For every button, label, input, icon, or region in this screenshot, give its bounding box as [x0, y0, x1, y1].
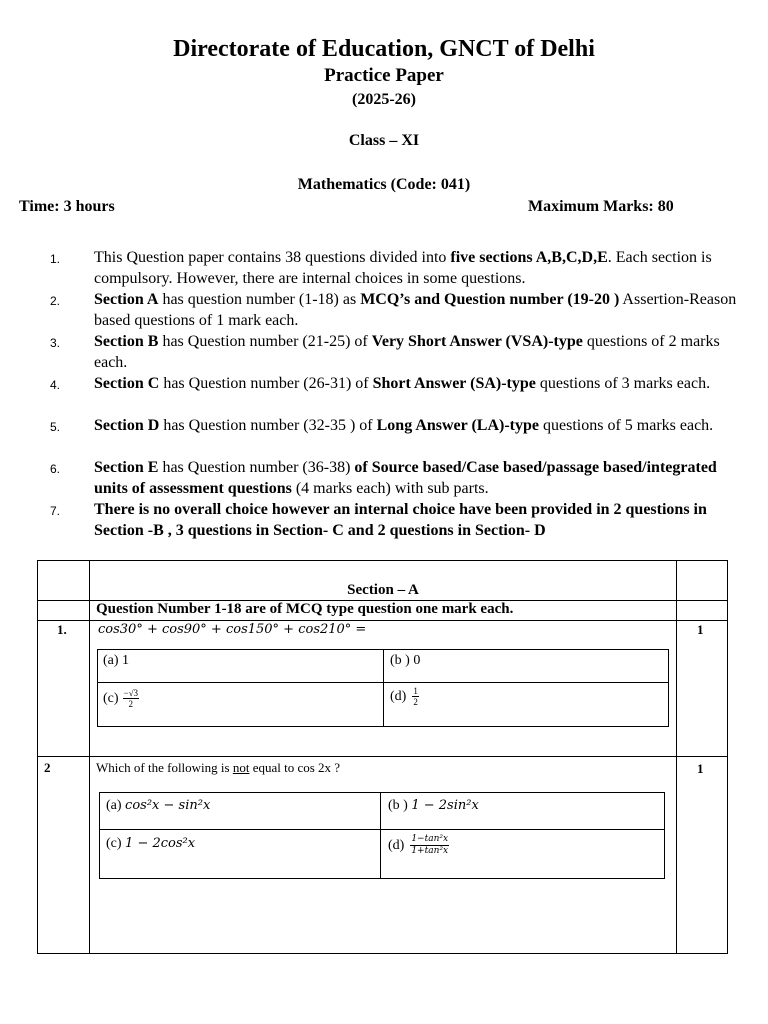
- instruction-emphasis: Section B: [94, 333, 159, 350]
- instruction-text: . Each section is compulsory. However, there are internal choices in some questions.: [94, 249, 712, 287]
- instruction-text: has Question number (26-31) of: [159, 375, 373, 392]
- instruction-text: This Question paper contains 38 questions divided into: [94, 249, 451, 266]
- fraction-denominator: 1+tan²x: [411, 846, 449, 856]
- instruction-item: [94, 415, 754, 436]
- options-border: [99, 792, 100, 879]
- table-border-right: [727, 560, 728, 954]
- instruction-item: [94, 331, 754, 373]
- option-c: [103, 688, 139, 709]
- instruction-item: [94, 499, 754, 541]
- option-b: [388, 798, 479, 814]
- options-border: [383, 649, 384, 727]
- question-marks: 1: [697, 622, 704, 637]
- stem-emphasis: not: [232, 760, 250, 775]
- fraction: [412, 686, 419, 707]
- instruction-number: 7.: [50, 504, 61, 518]
- section-title: Section – A: [347, 582, 419, 598]
- subject-line: Mathematics (Code: 041): [297, 176, 471, 193]
- paper-type: Practice Paper: [324, 65, 444, 86]
- instruction-text: has Question number (32-35 ) of: [159, 417, 377, 434]
- table-border-bottom: [37, 953, 728, 954]
- question-number: 1.: [57, 622, 67, 637]
- option-label: (d): [388, 837, 405, 853]
- instruction-emphasis: Section A: [94, 291, 159, 308]
- stem-text: Which of the following is: [96, 760, 233, 775]
- option-expression: cos²x − sin²x: [125, 798, 211, 813]
- instruction-item: [94, 373, 754, 394]
- instruction-text: has Question number (36-38): [158, 459, 355, 476]
- question-number: 2: [44, 760, 51, 775]
- instruction-emphasis: Section C: [94, 375, 160, 392]
- fraction: [410, 834, 449, 857]
- instruction-emphasis: five sections A,B,C,D,E: [450, 249, 608, 266]
- instruction-number: 2.: [50, 294, 61, 308]
- instruction-number: 1.: [50, 252, 61, 266]
- instruction-text: has Question number (21-25) of: [158, 333, 372, 350]
- option-b: (b ) 0: [390, 653, 421, 668]
- instruction-number: 4.: [50, 378, 61, 392]
- options-border: [664, 792, 665, 879]
- option-label: (a): [106, 798, 122, 813]
- table-border-top: [37, 560, 728, 561]
- table-row-divider: [37, 620, 728, 621]
- table-column-divider: [676, 560, 677, 954]
- option-expression: 1 − 2cos²x: [125, 836, 196, 851]
- table-row-divider: [37, 756, 728, 757]
- instruction-number: 5.: [50, 420, 61, 434]
- instruction-item: [94, 289, 754, 331]
- options-border: [668, 649, 669, 727]
- options-border: [97, 649, 98, 727]
- fraction: [123, 688, 140, 709]
- question-marks: 1: [697, 761, 704, 776]
- instruction-emphasis: MCQ’s and Question number (19-20 ): [360, 291, 620, 308]
- instruction-text: questions of 5 marks each.: [539, 417, 714, 434]
- option-label: (c): [103, 690, 119, 706]
- instruction-text: has question number (1-18) as: [158, 291, 361, 308]
- instruction-text: questions of 3 marks each.: [535, 375, 711, 392]
- stem-text: equal to cos 2x ?: [249, 760, 341, 775]
- instruction-emphasis: There is no overall choice however an internal choice have been provided in 2 questions in Section -B , 3 questions in Section- C and 2 questions in Section- D: [94, 501, 707, 539]
- option-label: (b ): [388, 798, 408, 813]
- instruction-number: 6.: [50, 462, 61, 476]
- question-stem: cos30° + cos90° + cos150° + cos210° =: [98, 622, 367, 637]
- question-stem: [96, 760, 340, 776]
- option-label: (c): [106, 836, 122, 851]
- fraction-numerator: 1: [413, 686, 418, 696]
- option-label: (d): [390, 688, 407, 704]
- instruction-emphasis: Very Short Answer (VSA)-type: [371, 333, 583, 350]
- time-allowed: Time: 3 hours: [19, 198, 115, 215]
- maximum-marks: Maximum Marks: 80: [528, 198, 674, 215]
- option-c: [106, 836, 195, 852]
- option-a: (a) 1: [103, 653, 130, 668]
- instruction-number: 3.: [50, 336, 61, 350]
- instruction-text: questions of 2 marks each.: [94, 333, 720, 371]
- table-column-divider: [89, 560, 90, 954]
- option-d: [390, 686, 419, 707]
- instruction-item: [94, 457, 754, 499]
- section-note: Question Number 1-18 are of MCQ type question one mark each.: [96, 601, 514, 617]
- fraction-denominator: 2: [128, 699, 134, 709]
- options-border: [380, 792, 381, 879]
- instruction-emphasis: of Source based/Case based/passage based/integrated units of assessment questions: [94, 459, 717, 497]
- instruction-text: (4 marks each) with sub parts.: [291, 480, 489, 497]
- instruction-item: [94, 247, 754, 289]
- option-d: [388, 834, 449, 857]
- options-border: [99, 792, 665, 793]
- option-a: [106, 798, 210, 814]
- instruction-emphasis: Long Answer (LA)-type: [376, 417, 539, 434]
- instruction-emphasis: Section D: [94, 417, 160, 434]
- fraction-numerator: 1−tan²x: [411, 834, 449, 844]
- instruction-emphasis: Section E: [94, 459, 159, 476]
- options-border: [99, 878, 665, 879]
- fraction-numerator: −√3: [123, 688, 139, 698]
- options-border: [99, 829, 665, 830]
- instruction-text: Assertion-Reason based questions of 1 mark each.: [94, 291, 737, 329]
- fraction-denominator: 2: [413, 697, 418, 707]
- session-year: (2025-26): [352, 91, 416, 108]
- instruction-emphasis: Short Answer (SA)-type: [372, 375, 536, 392]
- option-expression: 1 − 2sin²x: [411, 798, 479, 813]
- table-border-left: [37, 560, 38, 954]
- class-line: Class – XI: [348, 132, 420, 149]
- exam-authority-title: Directorate of Education, GNCT of Delhi: [173, 36, 595, 62]
